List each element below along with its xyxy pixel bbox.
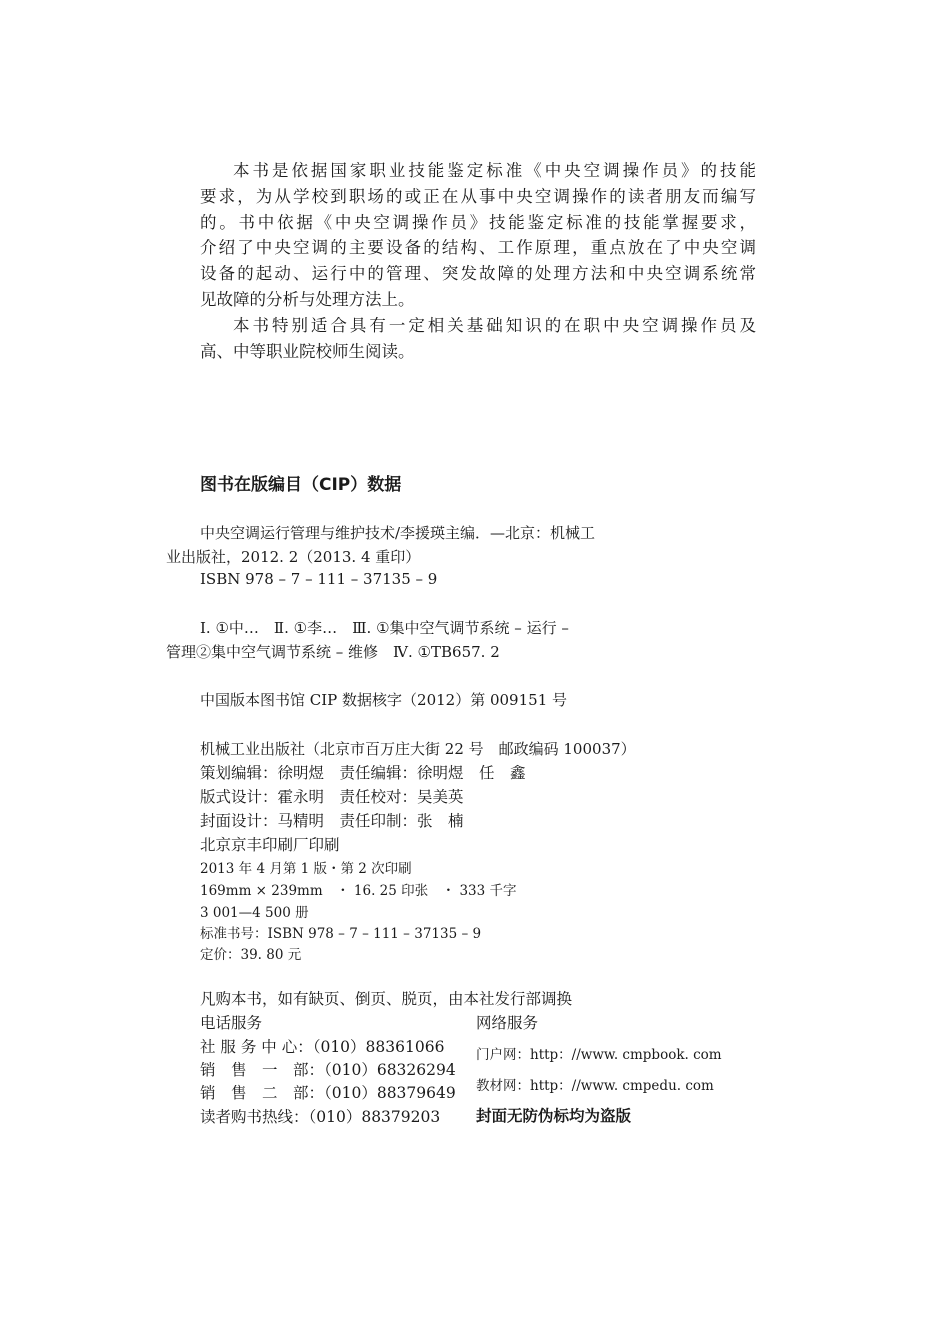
- publisher-name-address: 机械工业出版社（北京市百万庄大街 22 号 邮政编码 100037）: [200, 740, 636, 758]
- phone-reader-hotline: 读者购书热线：（010）88379203: [200, 1108, 441, 1126]
- intro-line: 高、中等职业院校师生阅读。: [200, 341, 415, 361]
- phone-sales-dept-1: 销 售 一 部：（010）68326294: [200, 1061, 456, 1079]
- cip-number: 中国版本图书馆 CIP 数据核字（2012）第 009151 号: [200, 691, 568, 709]
- publisher-format: 169mm × 239mm ・ 16. 25 印张 ・ 333 千字: [200, 883, 517, 899]
- intro-line: 见故障的分析与处理方法上。: [200, 289, 415, 309]
- intro-line: 设备的起动、运行中的管理、突发故障的处理方法和中央空调系统常: [200, 264, 756, 284]
- publisher-cover: 封面设计：马精明 责任印制：张 楠: [200, 812, 464, 830]
- cip-entry-line1: 中央空调运行管理与维护技术/李援瑛主编．—北京：机械工: [200, 524, 596, 542]
- service-notice: 凡购本书，如有缺页、倒页、脱页，由本社发行部调换: [200, 990, 573, 1008]
- textbook-link[interactable]: 教材网：http：//www. cmpedu. com: [476, 1078, 714, 1094]
- portal-link[interactable]: 门户网：http：//www. cmpbook. com: [476, 1047, 722, 1063]
- intro-line: 本书是依据国家职业技能鉴定标准《中央空调操作员》的技能: [233, 161, 756, 180]
- publisher-printer: 北京京丰印刷厂印刷: [200, 836, 340, 854]
- publisher-price: 定价：39. 80 元: [200, 947, 302, 963]
- publisher-layout: 版式设计：霍永明 责任校对：吴美英: [200, 788, 464, 806]
- phone-service-center: 社 服 务 中 心：（010）88361066: [200, 1038, 445, 1056]
- cip-class-line1: Ⅰ. ①中… Ⅱ. ①李… Ⅲ. ①集中空气调节系统 – 运行 –: [200, 619, 569, 637]
- intro-line: 的。书中依据《中央空调操作员》技能鉴定标准的技能掌握要求，: [200, 212, 756, 232]
- intro-line: 本书特别适合具有一定相关基础知识的在职中央空调操作员及: [233, 315, 756, 335]
- phone-sales-dept-2: 销 售 二 部：（010）88379649: [200, 1084, 456, 1102]
- publisher-edition: 2013 年 4 月第 1 版・第 2 次印刷: [200, 861, 412, 877]
- net-service-heading: 网络服务: [476, 1014, 539, 1032]
- publisher-editors: 策划编辑：徐明煜 责任编辑：徐明煜 任 鑫: [200, 764, 526, 782]
- publisher-copies: 3 001—4 500 册: [200, 905, 309, 921]
- cip-class-line2: 管理②集中空气调节系统 – 维修 Ⅳ. ①TB657. 2: [166, 643, 500, 661]
- phone-service-heading: 电话服务: [200, 1014, 263, 1032]
- cip-entry-line2: 业出版社，2012. 2（2013. 4 重印）: [166, 548, 421, 566]
- intro-line: 介绍了中央空调的主要设备的结构、工作原理，重点放在了中央空调: [200, 238, 756, 258]
- cip-isbn: ISBN 978 – 7 – 111 – 37135 – 9: [200, 570, 438, 588]
- publisher-std-number: 标准书号：ISBN 978 – 7 – 111 – 37135 – 9: [200, 926, 482, 942]
- intro-text: [200, 158, 756, 364]
- intro-line: 要求，为从学校到职场的或正在从事中央空调操作的读者朋友而编写: [200, 186, 756, 206]
- anti-piracy-notice: 封面无防伪标均为盗版: [476, 1107, 632, 1125]
- cip-heading: 图书在版编目（CIP）数据: [200, 475, 402, 495]
